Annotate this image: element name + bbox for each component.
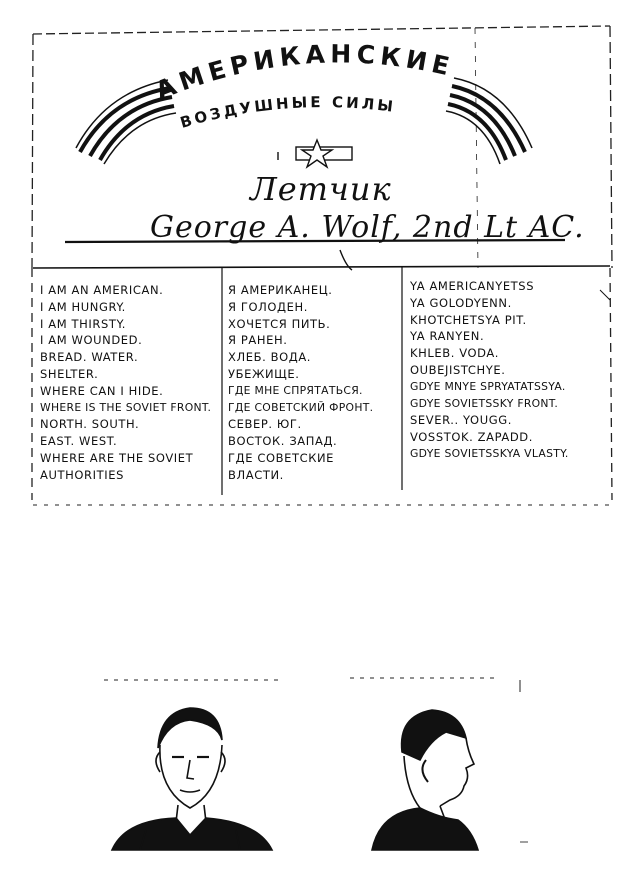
transliteration-phrase: YA RANYEN.	[410, 329, 485, 344]
english-phrase: EAST. WEST.	[40, 434, 118, 449]
transliteration-column	[410, 278, 610, 463]
pilot-title: Летчик	[250, 170, 392, 208]
transliteration-phrase: GDYE SOVIETSSKYA VLASTY.	[410, 446, 569, 460]
russian-phrase: ХОЧЕТСЯ ПИТЬ.	[228, 316, 331, 331]
star-emblem-icon	[278, 140, 352, 167]
russian-phrase: ГДЕ СОВЕТСКИЕ	[228, 450, 335, 465]
transliteration-phrase: KHLEB. VODA.	[410, 346, 499, 361]
transliteration-phrase: OUBEJISTCHYE.	[410, 362, 506, 377]
profile-portrait-photo	[372, 710, 528, 850]
table-top-rule	[33, 266, 610, 268]
english-phrases-column	[40, 278, 220, 484]
russian-phrase: ГДЕ СОВЕТСКИЙ ФРОНТ.	[228, 400, 374, 414]
transliteration-phrase: GDYE SOVIETSSKY FRONT.	[410, 396, 559, 410]
photo-mount-marks	[104, 678, 520, 692]
transliteration-phrase: KHOTCHETSYA PIT.	[410, 312, 527, 327]
russian-phrase: ВЛАСТИ.	[228, 467, 284, 482]
english-phrase: WHERE CAN I HIDE.	[40, 383, 164, 398]
right-ribbon-stripes	[446, 78, 532, 164]
russian-phrase: ХЛЕБ. ВОДА.	[228, 350, 312, 365]
english-phrase: I AM HUNGRY.	[40, 299, 126, 314]
english-phrase: WHERE ARE THE SOVIET	[40, 450, 194, 465]
english-phrase: I AM THIRSTY.	[40, 316, 127, 331]
english-phrase: BREAD. WATER.	[40, 350, 139, 365]
russian-phrase: Я РАНЕН.	[228, 333, 288, 348]
russian-phrase: Я ГОЛОДЕН.	[228, 299, 308, 314]
russian-phrases-column	[228, 278, 400, 484]
english-phrase: NORTH. SOUTH.	[40, 417, 140, 432]
english-phrase: I AM WOUNDED.	[40, 333, 143, 348]
english-phrase: AUTHORITIES	[40, 467, 124, 482]
russian-phrase: УБЕЖИЩЕ.	[228, 366, 300, 381]
transliteration-phrase: YA AMERICANYETSS	[410, 279, 535, 293]
transliteration-phrase: VOSSTOK. ZAPADD.	[410, 430, 534, 445]
transliteration-phrase: YA GOLODYENN.	[410, 295, 512, 310]
pilot-name: George A. Wolf, 2nd Lt AC.	[150, 210, 585, 245]
transliteration-phrase: GDYE MNYE SPRYATATSSYA.	[410, 379, 566, 393]
front-portrait-photo	[112, 708, 272, 850]
english-phrase: WHERE IS THE SOVIET FRONT.	[40, 400, 212, 414]
russian-phrase: ГДЕ МНЕ СПРЯТАТЬСЯ.	[228, 383, 363, 397]
russian-phrase: ВОСТОК. ЗАПАД.	[228, 434, 338, 449]
english-phrase: SHELTER.	[40, 366, 99, 381]
title-line-2: ВОЗДУШНЫЕ СИЛЫ	[178, 93, 397, 132]
russian-phrase: Я АМЕРИКАНЕЦ.	[228, 283, 333, 297]
transliteration-phrase: SEVER.. YOUGG.	[410, 413, 512, 428]
russian-phrase: СЕВЕР. ЮГ.	[228, 417, 302, 432]
english-phrase: I AM AN AMERICAN.	[40, 283, 164, 297]
title-line-1: АМЕРИКАНСКИЕ	[151, 39, 457, 106]
